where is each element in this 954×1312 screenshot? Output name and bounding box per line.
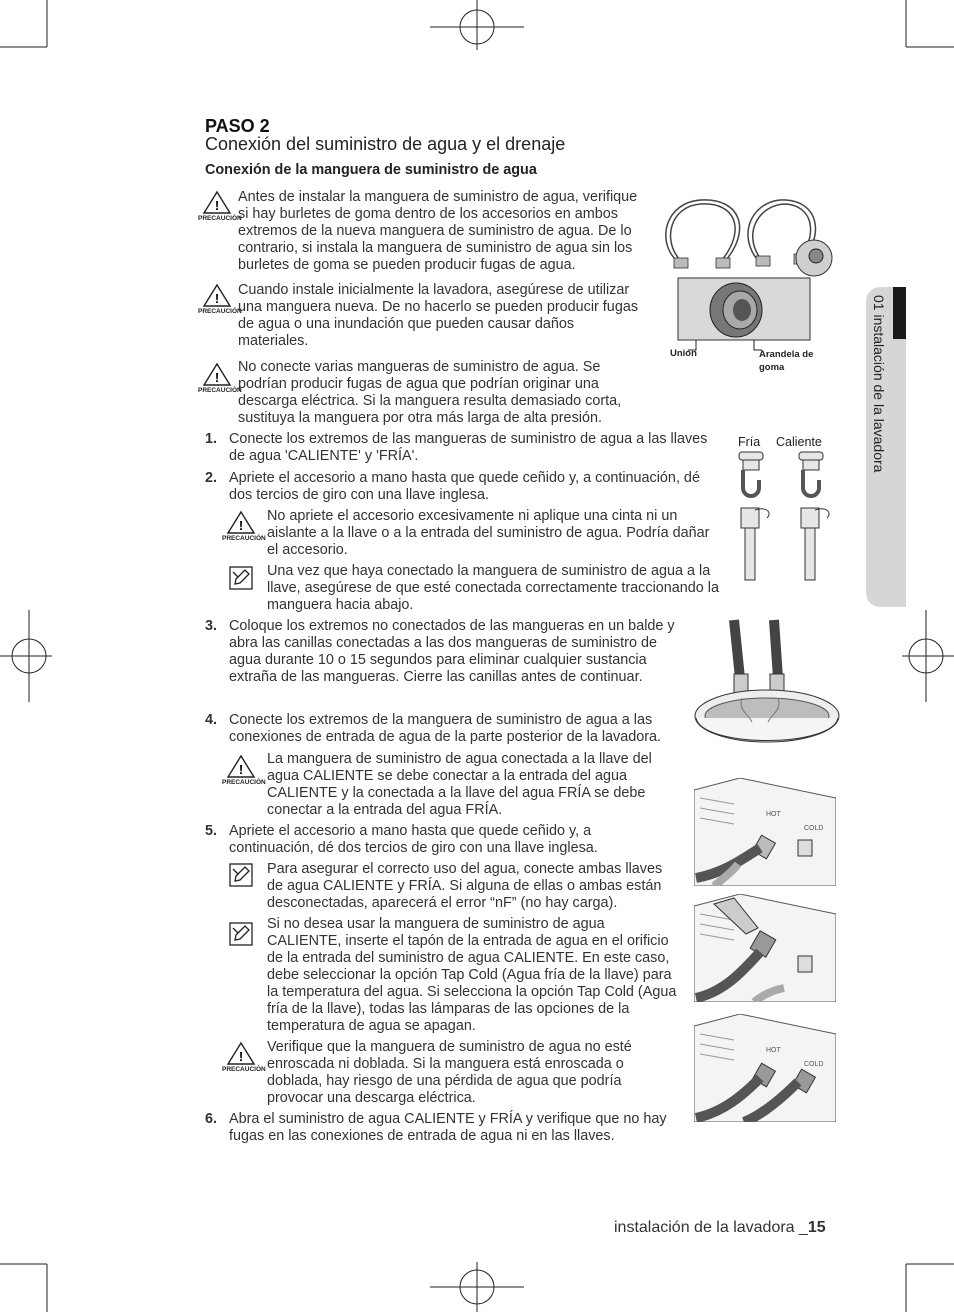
step-number: 3. (205, 618, 218, 634)
hot-tag: HOT (766, 1047, 781, 1054)
intro-warning-3: No conecte varias mangueras de suministro de agua. Se podrían producir fugas de agua que podrían originar una descarga eléctrica. Si la manguera resulta demasiado corta, sustituya la manguera por otra más larga de alta presión. (238, 359, 622, 426)
svg-text:!: ! (214, 198, 220, 213)
step4-caution: La manguera de suministro de agua conectada a la llave del agua CALIENTE se debe conectar a la entrada del agua CALIENTE y la conectada a la llave del agua FRÍA se debe conectar a la entrada del agua FRÍA. (267, 751, 652, 818)
inlet-figure-1 (694, 778, 836, 886)
caution-block (198, 190, 242, 222)
svg-text:!: ! (214, 291, 220, 306)
bucket-figure (692, 618, 842, 760)
caution-label: PRECAUCIÓN (198, 387, 242, 394)
svg-text:!: ! (238, 518, 244, 533)
cold-label: Fría (738, 435, 761, 449)
step5-note-1: Para asegurar el correcto uso del agua, conecte ambas llaves de agua CALIENTE y FRÍA. Si alguna de ellas o ambas están desconectadas, aparecerá el error “nF” (no hay carga). (267, 861, 663, 911)
page-footer (614, 1219, 826, 1237)
faucet-figure (733, 448, 838, 588)
warning-triangle-icon (226, 510, 256, 534)
svg-text:!: ! (238, 762, 244, 777)
step2-caution: No apriete el accesorio excesivamente ni aplique una cinta ni un aislante a la llave o a la entrada del suministro de agua. Podría dañar el accesorio. (267, 508, 710, 558)
caution-label: PRECAUCIÓN (222, 535, 266, 542)
caution-label: PRECAUCIÓN (222, 779, 266, 786)
step-number: 1. (205, 431, 218, 447)
warning-triangle-icon (202, 362, 232, 386)
section-title: Conexión de la manguera de suministro de agua (205, 162, 537, 178)
step-text: Coloque los extremos no conectados de las mangueras en un balde y abra las canillas conectadas a las dos mangueras de suministro de agua durante 10 o 15 segundos para eliminar cualquier sustancia extraña de las mangueras. Cierre las canillas antes de continuar. (229, 618, 675, 685)
side-tab-marker (893, 287, 906, 339)
step-title: PASO 2 (205, 116, 270, 136)
warning-triangle-icon (202, 190, 232, 214)
page-number: 15 (807, 1219, 826, 1236)
step2-note: Una vez que haya conectado la manguera de suministro de agua a la llave, asegúrese de que esté conectada correctamente traccionando la manguera hacia abajo. (267, 563, 719, 613)
caution-label: PRECAUCIÓN (222, 1066, 266, 1073)
step5-caution: Verifique que la manguera de suministro de agua no esté enroscada ni doblada. Si la manguera está enroscada o doblada, hay riesgo de una pérdida de agua que podría provocar una descarga eléctrica. (267, 1039, 632, 1106)
cold-tag: COLD (804, 825, 824, 832)
step-number: 6. (205, 1111, 218, 1127)
step-text: Abra el suministro de agua CALIENTE y FRÍA y verifique que no hay fugas en las conexiones de entrada de agua ni en las llaves. (229, 1111, 667, 1144)
step-text: Apriete el accesorio a mano hasta que quede ceñido y, a continuación, dé dos tercios de giro con una llave inglesa. (229, 823, 598, 856)
intro-warning-1: Antes de instalar la manguera de suministro de agua, verifique si hay burletes de goma dentro de los accesorios en ambos extremos de la nueva manguera de suministro de agua. De lo contrario, si instala la manguera de suministro de agua sin los burletes de goma se pueden producir fugas de agua. (238, 189, 638, 273)
note-pencil-icon (229, 922, 253, 946)
intro-warning-2: Cuando instale inicialmente la lavadora, asegúrese de utilizar una manguera nueva. De no hacerlo se pueden producir fugas de agua o una inundación que pueden causar daños materiales. (238, 282, 639, 349)
caution-label: PRECAUCIÓN (198, 308, 242, 315)
caution-block (222, 1041, 266, 1073)
hose-washer-figure (656, 190, 836, 370)
step-text: Conecte los extremos de la manguera de suministro de agua a las conexiones de entrada de agua de la parte posterior de la lavadora. (229, 712, 662, 745)
step5-note-2: Si no desea usar la manguera de suministro de agua CALIENTE, inserte el tapón de la entrada de agua en el orificio de la entrada del suministro de agua CALIENTE. En este caso, debe seleccionar la opción Tap Cold (Agua fría de la llave) para la temperatura del agua. Si selecciona la opción Tap Cold (Agua fría de la llave), todas las lámparas de las opciones de la temperatura de agua se apagan. (267, 916, 677, 1034)
washer-label: Arandela de goma (759, 349, 814, 373)
step-number: 5. (205, 823, 218, 839)
step-subtitle: Conexión del suministro de agua y el drenaje (205, 134, 566, 154)
caution-block (222, 754, 266, 786)
note-pencil-icon (229, 863, 253, 887)
step-number: 2. (205, 470, 218, 486)
side-tab-label: 01 instalación de la lavadora (871, 295, 887, 473)
hot-tag: HOT (766, 811, 781, 818)
caution-block (222, 510, 266, 542)
warning-triangle-icon (202, 283, 232, 307)
cold-tag: COLD (804, 1061, 824, 1068)
inlet-figure-2 (694, 894, 836, 1002)
step-text: Conecte los extremos de las mangueras de suministro de agua a las llaves de agua 'CALIENTE' y 'FRÍA'. (229, 431, 708, 464)
svg-text:!: ! (214, 370, 220, 385)
inlet-figure-3 (694, 1014, 836, 1122)
step-number: 4. (205, 712, 218, 728)
caution-label: PRECAUCIÓN (198, 215, 242, 222)
footer-text: instalación de la lavadora _ (614, 1219, 808, 1236)
union-label: Unión (670, 348, 697, 359)
caution-block (198, 362, 242, 394)
note-pencil-icon (229, 566, 253, 590)
warning-triangle-icon (226, 1041, 256, 1065)
step-text: Apriete el accesorio a mano hasta que quede ceñido y, a continuación, dé dos tercios de giro con una llave inglesa. (229, 470, 700, 503)
hot-label: Caliente (776, 435, 822, 449)
warning-triangle-icon (226, 754, 256, 778)
svg-text:!: ! (238, 1049, 244, 1064)
caution-block (198, 283, 242, 315)
